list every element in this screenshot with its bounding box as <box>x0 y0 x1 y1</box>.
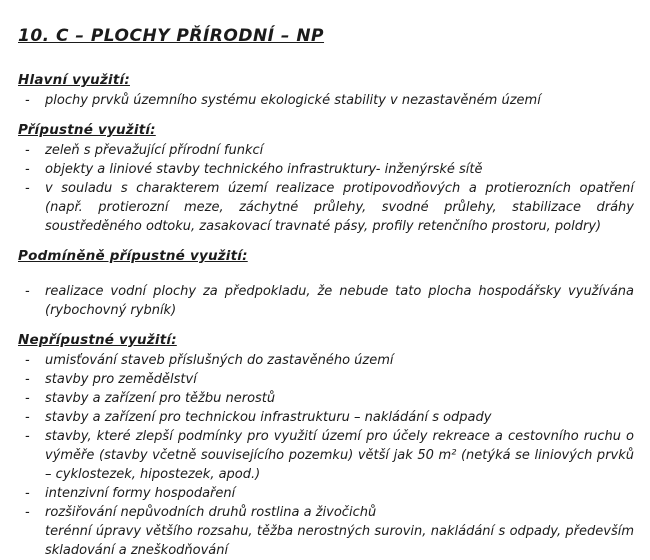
list-item <box>18 179 634 236</box>
list-item <box>18 484 634 503</box>
list-item-text: stavby a zařízení pro těžbu nerostů <box>45 391 276 406</box>
list-item-text: objekty a liniové stavby technického infrastruktury- inženýrské sítě <box>45 162 483 177</box>
list-item-text: plochy prvků územního systému ekologické stability v nezastavěném území <box>45 93 541 108</box>
list-item <box>18 408 634 427</box>
page-title: 10. C – PLOCHY PŘÍRODNÍ – NP <box>18 26 325 46</box>
bullet-dash: - <box>25 486 30 501</box>
bullet-dash: - <box>25 410 30 425</box>
list-item <box>18 389 634 408</box>
bullet-dash: - <box>25 372 30 387</box>
section-heading: Přípustné využití: <box>18 122 156 138</box>
list-item <box>18 503 634 522</box>
list-item <box>18 427 634 484</box>
section-heading: Hlavní využití: <box>18 72 130 88</box>
list-item-text: rozšiřování nepůvodních druhů rostlina a živočichů <box>45 505 377 520</box>
list-item <box>18 351 634 370</box>
bullet-marker-empty <box>18 522 45 560</box>
section-heading: Nepřípustné využití: <box>18 332 177 348</box>
bullet-dash: - <box>25 93 30 108</box>
list-item-text: stavby pro zemědělství <box>45 372 197 387</box>
bullet-dash: - <box>25 505 30 520</box>
list-item-text: intenzivní formy hospodaření <box>45 486 236 501</box>
bullet-dash: - <box>25 353 30 368</box>
section-pripustne-vyuziti <box>18 122 634 236</box>
document-page <box>18 26 634 560</box>
list-item <box>18 370 634 389</box>
list-item <box>18 282 634 320</box>
list-item-text: zeleň s převažující přírodní funkcí <box>45 143 264 158</box>
list-item <box>18 522 634 560</box>
section-nepripustne-vyuziti <box>18 332 634 560</box>
bullet-dash: - <box>25 181 30 196</box>
list-item <box>18 91 634 110</box>
section-heading: Podmíněně přípustné využití: <box>18 248 248 264</box>
bullet-dash: - <box>25 429 30 444</box>
list-item-text: stavby, které zlepší podmínky pro využití území pro účely rekreace a cestovního ruchu o výměře (stavby včetně souvisejícího pozemku) větší jak 50 m² (netýká se liniových prvků – cyklostezek, hipostezek, apod.) <box>45 429 634 482</box>
bullet-dash: - <box>25 162 30 177</box>
list-item <box>18 141 634 160</box>
list-item-text: v souladu s charakterem území realizace protipovodňových a protierozních opatření (např. protierozní meze, záchytné průlehy, svodné průlehy, stabilizace dráhy soustředěného odtoku, zasakovací travnaté pásy, profily retenčního prostoru, poldry) <box>45 181 634 234</box>
bullet-dash: - <box>25 143 30 158</box>
list-item-text: stavby a zařízení pro technickou infrastrukturu – nakládání s odpady <box>45 410 492 425</box>
section-podminene-pripustne-vyuziti <box>18 248 634 320</box>
list-item-text: umisťování staveb příslušných do zastavěného území <box>45 353 394 368</box>
bullet-dash: - <box>25 391 30 406</box>
list-item-text: realizace vodní plochy za předpokladu, že nebude tato plocha hospodářsky využívána (rybochovný rybník) <box>45 284 634 318</box>
section-hlavni-vyuziti <box>18 72 634 110</box>
bullet-dash: - <box>25 284 30 299</box>
list-item <box>18 160 634 179</box>
list-item-text: terénní úpravy většího rozsahu, těžba nerostných surovin, nakládání s odpady, především skladování a zneškodňování <box>45 524 634 558</box>
